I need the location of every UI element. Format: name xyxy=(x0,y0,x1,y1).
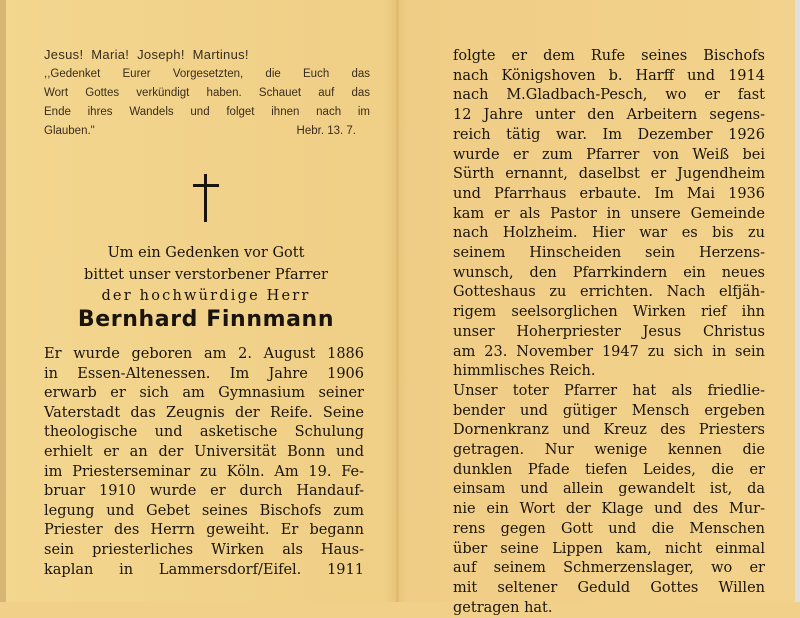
text-line: Sürth ernannt, daselbst er Jugendheim xyxy=(453,166,765,183)
text-line: theologische und asketische Schulung xyxy=(44,424,364,441)
text-line: am 23. November 1947 zu sich in sein xyxy=(453,343,765,360)
verse-line: Ende ihres Wandels und folget ihnen nach im xyxy=(44,106,370,118)
text-line: auf seinem Schmerzenslager, wo er xyxy=(453,560,765,577)
text-line: dunklen Pfade tiefen Leides, die er xyxy=(453,461,765,478)
deceased-name: Bernhard Finnmann xyxy=(77,307,335,332)
text-line: wurde er zum Pfarrer von Weiß bei xyxy=(453,146,765,163)
text-line: mit seltener Geduld Gottes Willen xyxy=(453,579,765,596)
right-edge xyxy=(795,0,800,602)
text-line: in Essen-Altenessen. Im Jahre 1906 xyxy=(44,365,364,382)
text-line: Unser toter Pfarrer hat als friedlie- xyxy=(453,382,765,399)
biography-right xyxy=(453,47,765,618)
intro-line: bittet unser verstorbener Pfarrer xyxy=(84,266,328,283)
verse-line: Glauben." xyxy=(44,125,95,137)
text-line: Priester des Herrn geweiht. Er begann xyxy=(44,522,364,539)
text-line: erwarb er sich am Gymnasium seiner xyxy=(44,385,364,402)
text-line: Vaterstadt das Zeugnis der Reife. Seine xyxy=(44,404,364,421)
text-line: rigem seelsorglichen Wirken rief ihn xyxy=(453,304,765,321)
text-line: bender und gütiger Mensch ergeben xyxy=(453,402,765,419)
verse-reference: Hebr. 13. 7. xyxy=(296,125,356,137)
text-line: nach M.Gladbach-Pesch, wo er fast xyxy=(453,87,765,104)
text-line: legung und Gebet seines Bischofs zum xyxy=(44,502,364,519)
verse-line: Wort Gottes verkündigt haben. Schauet auf das xyxy=(44,87,370,99)
verse-line: ,,Gedenket Eurer Vorgesetzten, die Euch das xyxy=(44,68,370,80)
text-line: im Priesterseminar zu Köln. Am 19. Fe- xyxy=(44,463,364,480)
intro xyxy=(40,243,372,308)
text-line: nie ein Wort der Klage und des Mur- xyxy=(453,501,765,518)
text-line: einsam und allein gewandelt ist, da xyxy=(453,481,765,498)
text-line: getragen hat. xyxy=(453,599,553,616)
verse-last-row xyxy=(44,122,370,141)
text-line: unser Hoherpriester Jesus Christus xyxy=(453,323,765,340)
text-line: nach Holzheim. Hier war es bis zu xyxy=(453,225,765,242)
text-line: kam er als Pastor in unsere Gemeinde xyxy=(453,205,765,222)
intro-line: Um ein Gedenken vor Gott xyxy=(107,245,305,261)
text-line: folgte er dem Rufe seines Bischofs xyxy=(453,48,765,64)
text-line: Dornenkranz und Kreuz des Priesters xyxy=(453,422,765,439)
center-fold xyxy=(396,0,399,602)
text-line: reich tätig war. Im Dezember 1926 xyxy=(453,126,765,143)
intro-line: der hochwürdige Herr xyxy=(101,288,311,304)
text-line: getragen. Nur wenige kennen die xyxy=(453,442,765,459)
text-line: kaplan in Lammersdorf/Eifel. 1911 xyxy=(44,561,364,578)
text-line: seinem Hinscheiden sein Herzens- xyxy=(453,245,765,262)
text-line: wunsch, den Pfarrkindern ein neues xyxy=(453,264,765,281)
text-line: sein priesterliches Wirken als Haus- xyxy=(44,541,364,558)
text-line: 12 Jahre unter den Arbeitern segens- xyxy=(453,107,765,124)
text-line: Gotteshaus zu errichten. Nach elfjäh- xyxy=(453,284,765,301)
latin-cross-icon xyxy=(193,174,219,222)
text-line: und Pfarrhaus erbaute. Im Mai 1936 xyxy=(453,185,765,202)
text-line: über seine Lippen kam, nicht einmal xyxy=(453,540,765,557)
text-line: bruar 1910 wurde er durch Handauf- xyxy=(44,483,364,500)
text-line: rens gegen Gott und die Menschen xyxy=(453,520,765,537)
biography-left xyxy=(44,345,364,580)
scripture-verse xyxy=(44,45,370,141)
text-line: Er wurde geboren am 2. August 1886 xyxy=(44,346,364,362)
text-line: himmlisches Reich. xyxy=(453,363,596,380)
text-line: nach Königshoven b. Harff und 1914 xyxy=(453,67,765,84)
invocation: Jesus! Maria! Joseph! Martinus! xyxy=(44,47,249,62)
left-edge xyxy=(0,0,6,602)
text-line: erhielt er an der Universität Bonn und xyxy=(44,443,364,460)
